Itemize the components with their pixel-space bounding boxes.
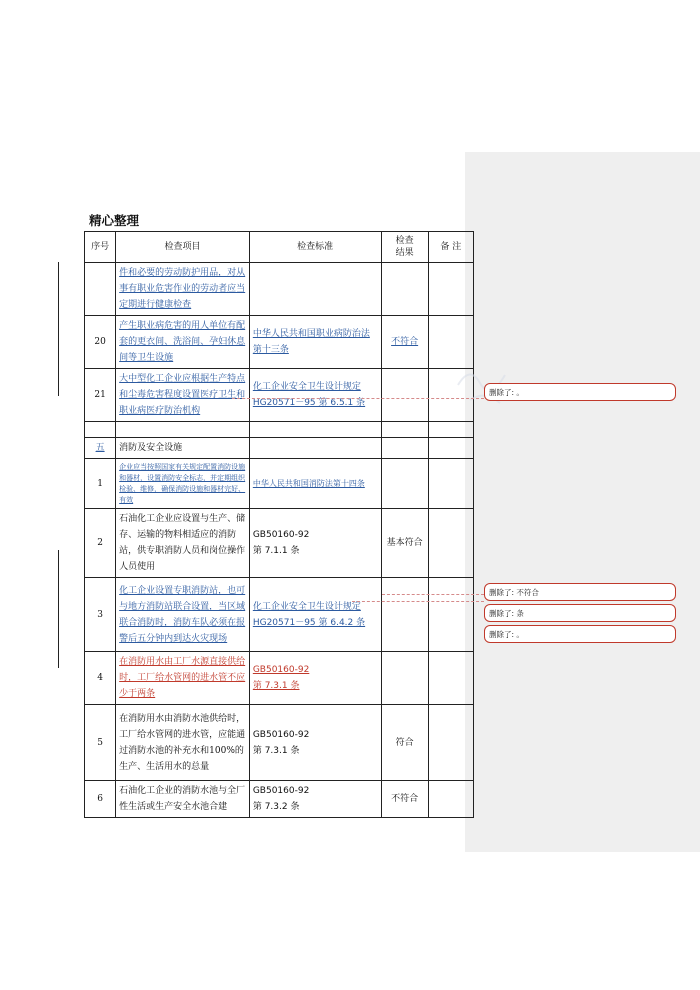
cell-item-text: 企业应当按照国家有关规定配置消防设施和器材，设置消防安全标志，并定期组织检验、维修，确保消防设施和器材完好、有效	[119, 462, 246, 504]
cell-item	[116, 578, 250, 652]
inspection-table	[84, 231, 474, 818]
cell-no: 5	[85, 705, 116, 781]
cell-standard	[249, 263, 381, 316]
cell-item-text: 化工企业设置专职消防站，也可与地方消防站联合设置，当区域联合消防时，消防车队必须在报警后五分钟内到达火灾现场	[119, 585, 246, 644]
cell-item	[116, 369, 250, 422]
cell-standard-text: 化工企业安全卫生设计规定HG20571－95 第 6.4.2 条	[252, 601, 366, 628]
cell-result	[381, 422, 428, 438]
cell-standard-text: 中华人民共和国消防法第十四条	[252, 478, 365, 488]
table-row	[85, 422, 474, 438]
section-title: 消防及安全设施	[116, 438, 250, 459]
table-row	[85, 652, 474, 705]
cell-standard	[249, 459, 381, 509]
cell-no	[85, 422, 116, 438]
cell-standard-text: 中华人民共和国职业病防治法第十三条	[252, 329, 370, 355]
col-header-remark: 备 注	[428, 232, 473, 263]
cell-item	[116, 422, 250, 438]
table-row	[85, 781, 474, 818]
cell-remark	[428, 578, 473, 652]
cell-no	[85, 438, 116, 459]
cell-no: 21	[85, 369, 116, 422]
cell-no	[85, 263, 116, 316]
col-header-result	[381, 232, 428, 263]
cell-standard-text: 化工企业安全卫生设计规定HG20571－95 第 6.5.1 条	[252, 382, 366, 408]
revision-bar	[58, 262, 59, 396]
cell-no: 3	[85, 578, 116, 652]
cell-item	[116, 652, 250, 705]
cell-standard	[249, 316, 381, 369]
cell-standard	[249, 438, 381, 459]
cell-no: 2	[85, 509, 116, 578]
section-row	[85, 438, 474, 459]
cell-standard	[249, 578, 381, 652]
col-header-result-text: 检查 结果	[395, 236, 414, 258]
table-row	[85, 705, 474, 781]
cell-standard	[249, 369, 381, 422]
cell-item-text: 产生职业病危害的用人单位有配套的更衣间、洗浴间、孕妇休息间等卫生设施	[119, 321, 246, 363]
cell-standard: GB50160-92 第 7.1.1 条	[249, 509, 381, 578]
comment-panel	[465, 152, 700, 852]
cell-item	[116, 263, 250, 316]
cell-item-text: 件和必要的劳动防护用品，对从事有职业危害作业的劳动者应当定期进行健康检查	[119, 268, 246, 310]
col-header-standard: 检查标准	[249, 232, 381, 263]
cell-item	[116, 316, 250, 369]
cell-result	[381, 316, 428, 369]
table-row	[85, 369, 474, 422]
col-header-no: 序号	[85, 232, 116, 263]
cell-result-text: 不符合	[391, 337, 419, 347]
page-title: 精心整理	[89, 213, 140, 228]
table-header-row	[85, 232, 474, 263]
cell-item-text: 在消防用水由工厂水源直接供给时，工厂给水管网的进水管不应少于两条	[119, 657, 246, 699]
cell-remark	[428, 781, 473, 818]
cell-remark	[428, 438, 473, 459]
cell-result: 符合	[381, 705, 428, 781]
cell-standard: GB50160-92 第 7.3.1 条	[249, 705, 381, 781]
cell-item: 石油化工企业的消防水池与全厂性生活或生产安全水池合建	[116, 781, 250, 818]
cell-remark	[428, 422, 473, 438]
cell-result	[381, 438, 428, 459]
cell-standard	[249, 652, 381, 705]
cell-remark	[428, 263, 473, 316]
cell-item: 在消防用水由消防水池供给时，工厂给水管网的进水管，应能通过消防水池的补充水和100%的生产、生活用水的总量	[116, 705, 250, 781]
comment-connector	[232, 398, 484, 399]
cell-remark	[428, 509, 473, 578]
section-number: 五	[95, 443, 105, 453]
cell-result: 基本符合	[381, 509, 428, 578]
table-row	[85, 578, 474, 652]
cell-result	[381, 652, 428, 705]
cell-standard	[249, 422, 381, 438]
cell-result	[381, 263, 428, 316]
cell-standard: GB50160-92 第 7.3.2 条	[249, 781, 381, 818]
cell-result: 不符合	[381, 781, 428, 818]
cell-no: 6	[85, 781, 116, 818]
revision-comment[interactable]: 删除了: 不符合	[484, 583, 676, 601]
cell-no: 20	[85, 316, 116, 369]
cell-result	[381, 578, 428, 652]
cell-item-text: 大中型化工企业应根据生产特点和尘毒危害程度设置医疗卫生和职业病医疗防治机构	[119, 374, 246, 416]
table-row	[85, 263, 474, 316]
table-row	[85, 509, 474, 578]
cell-item: 石油化工企业应设置与生产、储存、运输的物料相适应的消防站，供专职消防人员和岗位操作人员使用	[116, 509, 250, 578]
revision-comment[interactable]: 删除了: 条	[484, 604, 676, 622]
col-header-item: 检查项目	[116, 232, 250, 263]
cell-standard-text: GB50160-92 第 7.3.1 条	[252, 665, 310, 691]
revision-comment[interactable]: 删除了: 。	[484, 383, 676, 401]
cell-result	[381, 369, 428, 422]
cell-no: 1	[85, 459, 116, 509]
table-row	[85, 459, 474, 509]
cell-no: 4	[85, 652, 116, 705]
cell-remark	[428, 705, 473, 781]
cell-remark	[428, 652, 473, 705]
table-row	[85, 316, 474, 369]
revision-comment[interactable]: 删除了: 。	[484, 625, 676, 643]
cell-remark	[428, 459, 473, 509]
revision-bar	[58, 550, 59, 668]
comment-connector	[382, 594, 484, 595]
comment-connector	[352, 601, 484, 602]
cell-item	[116, 459, 250, 509]
cell-result	[381, 459, 428, 509]
